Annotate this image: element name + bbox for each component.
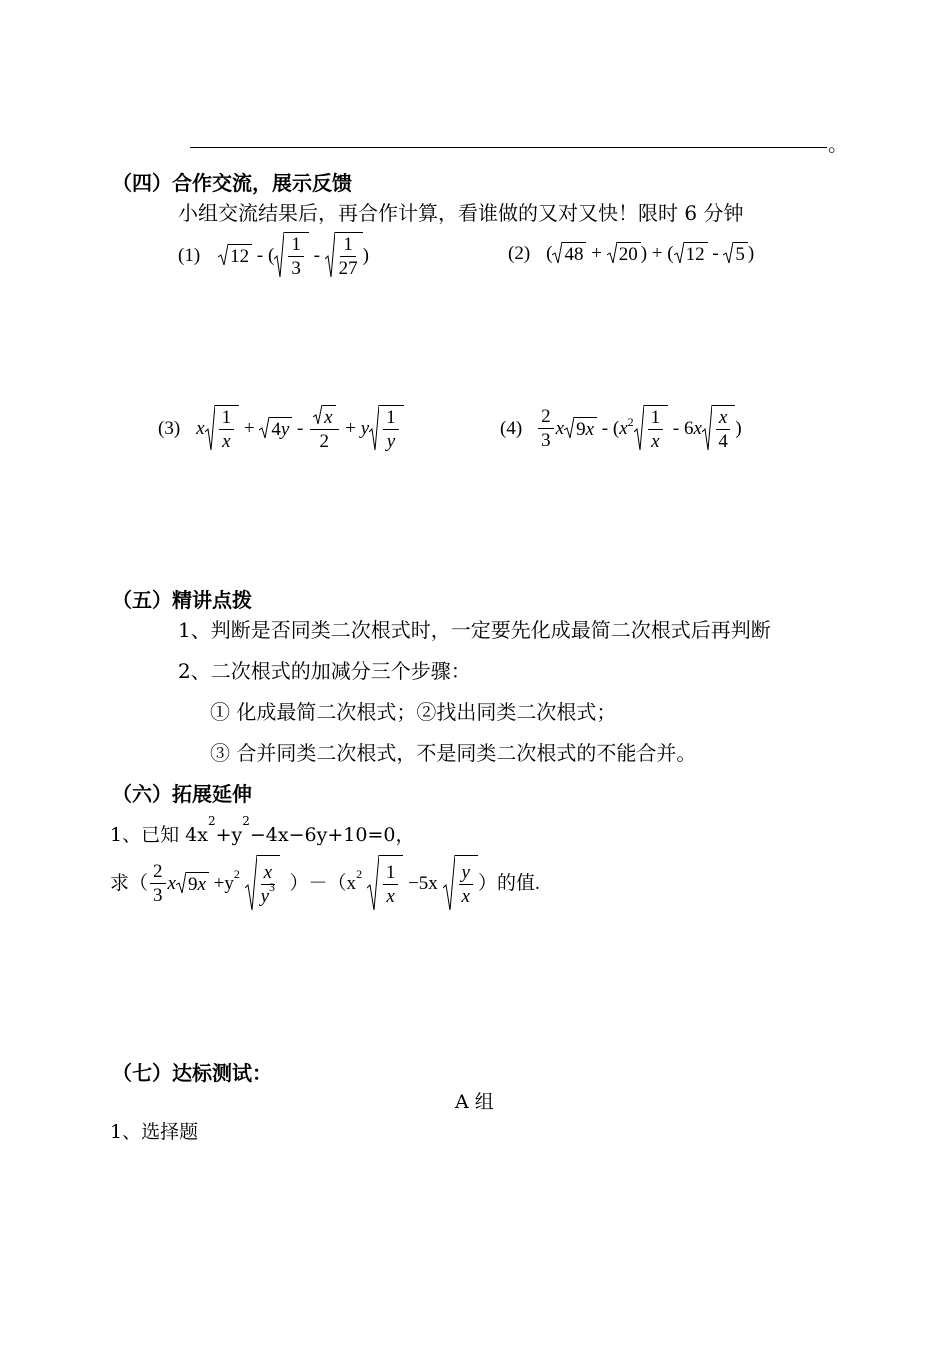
sqrt-20: 20 [607, 242, 641, 264]
sqrt-one-third: $\frac{1}{3}$ [274, 232, 309, 278]
section-4-instruction: 小组交流结果后，再合作计算，看谁做的又对又快！限时 6 分钟 [178, 201, 744, 225]
sqrt-one-over-x-b: $\frac{1}{x}$ [634, 405, 669, 451]
section-5-point-2: 2、二次根式的加减分三个步骤： [178, 659, 471, 683]
sqrt-x-over-2: $\frac{x}{2}$ [310, 405, 338, 451]
sqrt-9x: 9 x [564, 417, 597, 439]
answer-line-end-mark: 。 [828, 132, 848, 156]
problem-1: (1) 12 - ( $\frac{1}{3}$ - $\frac{1}{27}$ ) [178, 234, 369, 279]
problem-3-label: (3) [158, 417, 181, 439]
section-6-heading: （六）拓展延伸 [112, 782, 252, 806]
problem-2-label: (2) [508, 242, 531, 264]
sqrt-48: 48 [552, 242, 586, 264]
sqrt-one-over-x: $\frac{1}{x}$ [205, 405, 240, 451]
sqrt-4y: 4 y [259, 417, 292, 439]
sqrt-one-over-x-c: $\frac{1}{x}$ [367, 855, 404, 911]
section-5-point-1: 1、判断是否同类二次根式时，一定要先化成最简二次根式后再判断 [178, 618, 771, 642]
group-a-label: A 组 [455, 1091, 494, 1113]
section-4-heading: （四）合作交流，展示反馈 [112, 171, 352, 195]
problem-4: (4) $\frac{2}{3}$ x 9 x - ( x 2 $\frac{1}{x}$ - 6x $\frac{x}{4}$ ) [500, 405, 742, 452]
section-7-heading: （七）达标测试： [112, 1061, 272, 1085]
answer-line [190, 147, 827, 148]
section-5-heading: （五）精讲点拨 [112, 588, 252, 612]
problem-2: (2) ( 48 + 20 ) + ( 12 - 5 ) [508, 242, 755, 265]
item-1-multiple-choice: 1、选择题 [110, 1121, 199, 1143]
problem-3: (3) x $\frac{1}{x}$ + 4 y - $\frac{x}{2}$ + y $\frac{1}{y}$ [158, 405, 404, 451]
sqrt-5: 5 [723, 242, 748, 264]
sqrt-y-over-x: $\frac{y}{x}$ [443, 855, 478, 911]
sqrt-12: 12 [218, 244, 252, 266]
sqrt-one-27th: $\frac{1}{27}$ [325, 232, 363, 278]
problem-4-label: (4) [500, 417, 523, 439]
sqrt-x-over-y-cubed: $\frac{x}{y^3}$ [245, 855, 280, 911]
sqrt-12-b: 12 [674, 242, 708, 264]
sqrt-one-over-y: $\frac{1}{y}$ [369, 405, 404, 451]
given-equation: 1、已知 $4x^2+y^2-4x-6y+10=0$， [110, 814, 415, 846]
section-5-step-b: ③ 合并同类二次根式，不是同类二次根式的不能合并。 [210, 741, 697, 765]
sqrt-x-over-4: $\frac{x}{4}$ [702, 405, 735, 451]
sqrt-9x-b: 9 x [176, 872, 209, 894]
problem-1-label: (1) [178, 244, 201, 266]
evaluate-expression: 求（ $\frac{2}{3}$ x 9 x $+y^2$ $\frac{x}{y^3}$ ）$-(x^2$ $\frac{1}{x}$ −5x $\frac{y}{x}$ ）的值. [110, 855, 540, 911]
section-5-step-a: ① 化成最简二次根式；②找出同类二次根式； [210, 700, 617, 724]
